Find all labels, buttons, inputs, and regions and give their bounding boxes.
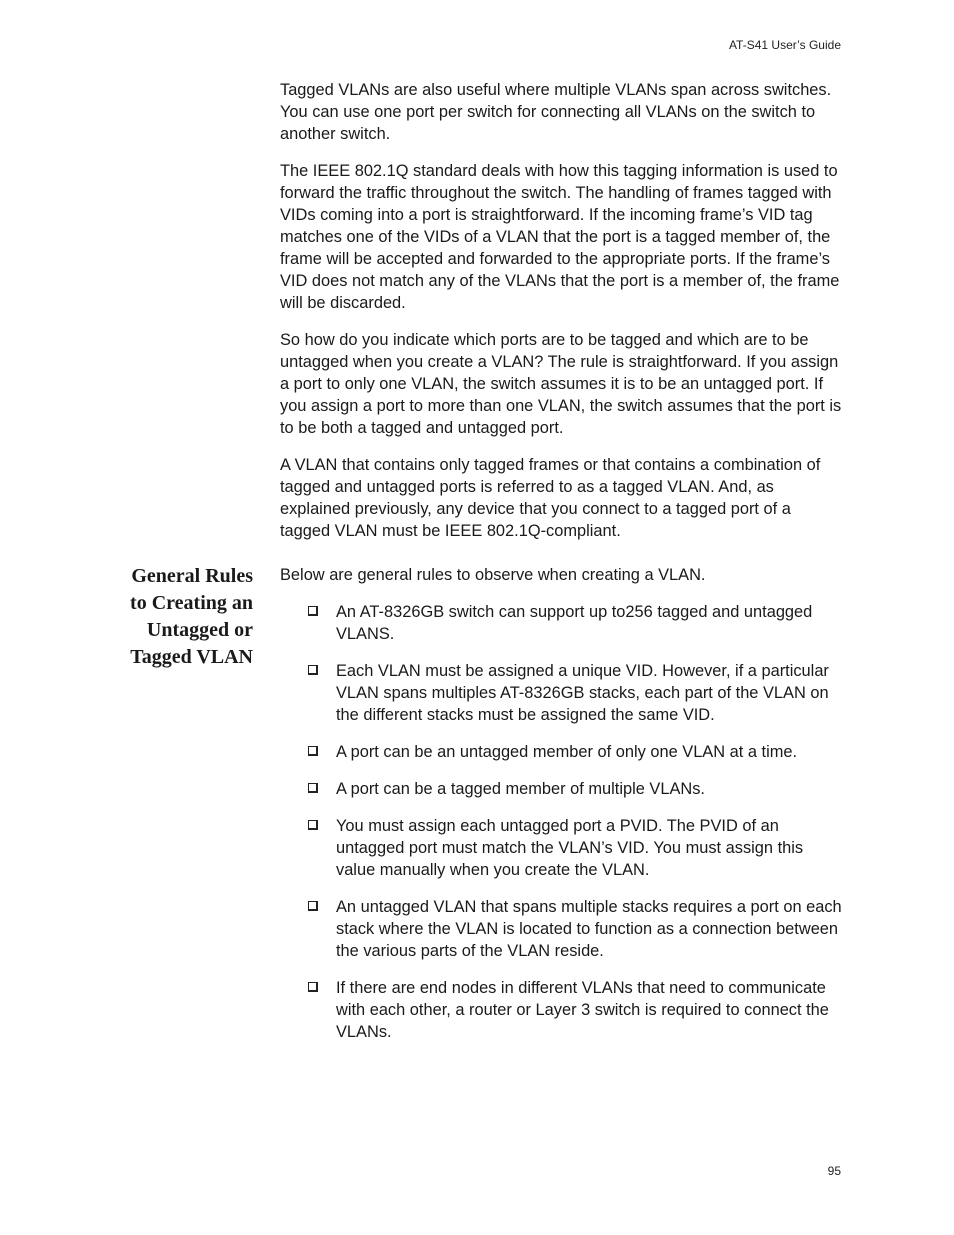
list-item: [280, 741, 842, 763]
rule-text: A port can be a tagged member of multiple VLANs.: [336, 780, 705, 798]
checkbox-bullet-icon: [308, 820, 318, 830]
rule-text: A port can be an untagged member of only one VLAN at a time.: [336, 743, 798, 761]
paragraph: A VLAN that contains only tagged frames or that contains a combination of tagged and untagged ports is referred to as a tagged VLAN. And, as explained previously, any device that you connect to a tagged port of a tagged VLAN must be IEEE 802.1Q-compliant.: [280, 456, 821, 540]
paragraph: The IEEE 802.1Q standard deals with how this tagging information is used to forward the traffic throughout the switch. The handling of frames tagged with VIDs coming into a port is straightforward. If the incoming frame’s VID tag matches one of the VIDs of a VLAN that the port is a tagged member of, the frame will be accepted and forwarded to the appropriate ports. If the frame’s VID does not match any of the VLANs that the port is a member of, the frame will be discarded.: [280, 162, 840, 312]
checkbox-bullet-icon: [308, 783, 318, 793]
section-intro: Below are general rules to observe when creating a VLAN.: [280, 566, 706, 584]
rule-text: An untagged VLAN that spans multiple stacks requires a port on each stack where the VLAN is located to function as a connection between the various parts of the VLAN reside.: [336, 898, 842, 960]
checkbox-bullet-icon: [308, 746, 318, 756]
running-header: AT-S41 User’s Guide: [728, 38, 841, 52]
rule-text: If there are end nodes in different VLANs that need to communicate with each other, a router or Layer 3 switch is required to connect the VLANs.: [336, 979, 829, 1041]
checkbox-bullet-icon: [308, 606, 318, 616]
body-text: [280, 79, 842, 557]
list-item: [280, 778, 842, 800]
heading-line: Tagged VLAN: [130, 646, 253, 668]
rule-text: You must assign each untagged port a PVID. The PVID of an untagged port must match the VLAN’s VID. You must assign this value manually when you create the VLAN.: [336, 817, 804, 879]
section-heading: [90, 563, 253, 671]
rules-list: [280, 601, 842, 1043]
heading-line: Untagged or: [146, 619, 253, 641]
list-item: [280, 601, 842, 645]
checkbox-bullet-icon: [308, 982, 318, 992]
checkbox-bullet-icon: [308, 901, 318, 911]
list-item: [280, 977, 842, 1043]
rule-text: An AT-8326GB switch can support up to256 tagged and untagged VLANS.: [336, 603, 813, 643]
checkbox-bullet-icon: [308, 665, 318, 675]
rule-text: Each VLAN must be assigned a unique VID. However, if a particular VLAN spans multiples AT-8326GB stacks, each part of the VLAN on the different stacks must be assigned the same VID.: [336, 662, 829, 724]
heading-line: to Creating an: [130, 592, 253, 614]
paragraph: Tagged VLANs are also useful where multiple VLANs span across switches. You can use one port per switch for connecting all VLANs on the switch to another switch.: [280, 81, 832, 143]
list-item: [280, 815, 842, 881]
list-item: [280, 896, 842, 962]
section-body: [280, 564, 842, 1058]
heading-line: General Rules: [131, 565, 253, 587]
page-number: 95: [827, 1164, 841, 1178]
list-item: [280, 660, 842, 726]
paragraph: So how do you indicate which ports are to be tagged and which are to be untagged when you create a VLAN? The rule is straightforward. If you assign a port to only one VLAN, the switch assumes it is to be an untagged port. If you assign a port to more than one VLAN, the switch assumes that the port is to be both a tagged and untagged port.: [280, 331, 842, 437]
